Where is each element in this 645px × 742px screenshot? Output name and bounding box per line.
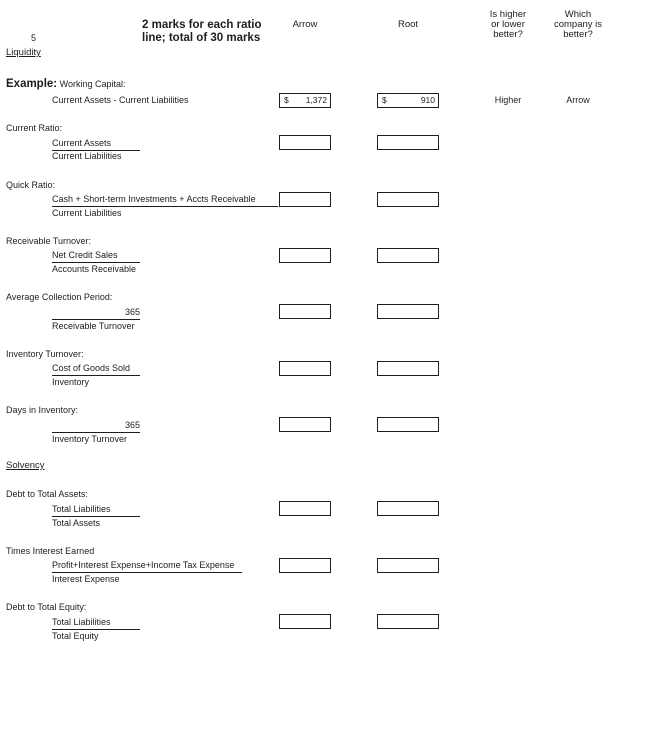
column-header-company-line1: Which: [564, 9, 592, 20]
answer-box-arrow-average-collection-period[interactable]: [279, 304, 331, 319]
marks-note-line1: 2 marks for each ratio: [142, 19, 262, 31]
answer-box-arrow-current-ratio[interactable]: [279, 135, 331, 150]
answer-box-root-times-interest-earned[interactable]: [377, 558, 439, 573]
ratio-denominator-current-ratio: Current Liabilities: [52, 151, 122, 161]
answer-box-arrow-receivable-turnover[interactable]: [279, 248, 331, 263]
example-root-value: 910: [420, 95, 435, 105]
answer-box-arrow-inventory-turnover[interactable]: [279, 361, 331, 376]
answer-box-root-average-collection-period[interactable]: [377, 304, 439, 319]
section-heading-liquidity: Liquidity: [6, 47, 41, 58]
example-better-answer: Higher: [494, 95, 522, 105]
ratio-denominator-receivable-turnover: Accounts Receivable: [52, 264, 137, 274]
ratio-numerator-average-collection-period: 365: [52, 307, 140, 320]
column-header-better-line3: better?: [493, 29, 523, 40]
ratio-label-quick-ratio: Quick Ratio:: [6, 180, 56, 190]
column-header-arrow: Arrow: [292, 19, 318, 30]
column-header-company-line2: company is: [553, 19, 603, 30]
answer-box-arrow-quick-ratio[interactable]: [279, 192, 331, 207]
column-header-company: [543, 10, 613, 40]
ratio-denominator-inventory-turnover: Inventory: [52, 377, 90, 387]
marks-note-line2: line; total of 30 marks: [142, 32, 261, 44]
ratio-denominator-days-in-inventory: Inventory Turnover: [52, 434, 128, 444]
ratio-numerator-receivable-turnover: Net Credit Sales: [52, 250, 140, 263]
ratio-denominator-debt-to-total-assets: Total Assets: [52, 518, 101, 528]
score-value: 5: [31, 33, 37, 43]
ratio-label-times-interest-earned: Times Interest Earned: [6, 546, 95, 556]
example-arrow-answer-box: [279, 93, 331, 108]
ratio-numerator-days-in-inventory: 365: [52, 420, 140, 433]
column-header-better-line2: or lower: [491, 19, 525, 30]
ratio-label-receivable-turnover: Receivable Turnover:: [6, 236, 92, 246]
answer-box-arrow-days-in-inventory[interactable]: [279, 417, 331, 432]
column-header-company-line3: better?: [563, 29, 593, 40]
answer-box-arrow-times-interest-earned[interactable]: [279, 558, 331, 573]
example-root-currency: $: [382, 95, 387, 105]
column-header-better: [478, 10, 538, 40]
ratio-label-days-in-inventory: Days in Inventory:: [6, 405, 79, 415]
ratio-denominator-times-interest-earned: Interest Expense: [52, 574, 120, 584]
ratio-numerator-times-interest-earned: Profit+Interest Expense+Income Tax Expense: [52, 560, 242, 573]
ratio-label-debt-to-total-equity: Debt to Total Equity:: [6, 602, 87, 612]
example-prefix: Example:: [6, 78, 58, 90]
answer-box-root-quick-ratio[interactable]: [377, 192, 439, 207]
example-root-answer-box: [377, 93, 439, 108]
example-ratio-name: Working Capital:: [59, 79, 126, 89]
ratio-label-current-ratio: Current Ratio:: [6, 123, 63, 133]
answer-box-root-current-ratio[interactable]: [377, 135, 439, 150]
example-arrow-currency: $: [284, 95, 289, 105]
example-row-label: [6, 79, 126, 90]
answer-box-arrow-debt-to-total-equity[interactable]: [279, 614, 331, 629]
section-heading-solvency: Solvency: [6, 460, 45, 471]
marks-note: [142, 19, 262, 45]
ratio-numerator-inventory-turnover: Cost of Goods Sold: [52, 363, 140, 376]
ratio-denominator-average-collection-period: Receivable Turnover: [52, 321, 135, 331]
answer-box-root-days-in-inventory[interactable]: [377, 417, 439, 432]
answer-box-root-receivable-turnover[interactable]: [377, 248, 439, 263]
answer-box-root-inventory-turnover[interactable]: [377, 361, 439, 376]
ratio-numerator-debt-to-total-equity: Total Liabilities: [52, 617, 140, 630]
column-header-better-line1: Is higher: [489, 9, 527, 20]
answer-box-arrow-debt-to-total-assets[interactable]: [279, 501, 331, 516]
example-company-answer: Arrow: [566, 95, 590, 105]
example-arrow-value: 1,372: [305, 95, 327, 105]
example-formula: Current Assets - Current Liabilities: [52, 95, 189, 105]
ratio-denominator-quick-ratio: Current Liabilities: [52, 208, 122, 218]
ratio-numerator-current-ratio: Current Assets: [52, 138, 140, 151]
column-header-root: Root: [397, 19, 419, 30]
answer-box-root-debt-to-total-assets[interactable]: [377, 501, 439, 516]
ratio-numerator-debt-to-total-assets: Total Liabilities: [52, 504, 140, 517]
ratio-label-debt-to-total-assets: Debt to Total Assets:: [6, 489, 88, 499]
ratio-label-inventory-turnover: Inventory Turnover:: [6, 349, 84, 359]
ratio-numerator-quick-ratio: Cash + Short-term Investments + Accts Receivable: [52, 194, 278, 207]
answer-box-root-debt-to-total-equity[interactable]: [377, 614, 439, 629]
ratio-denominator-debt-to-total-equity: Total Equity: [52, 631, 99, 641]
ratio-label-average-collection-period: Average Collection Period:: [6, 292, 113, 302]
